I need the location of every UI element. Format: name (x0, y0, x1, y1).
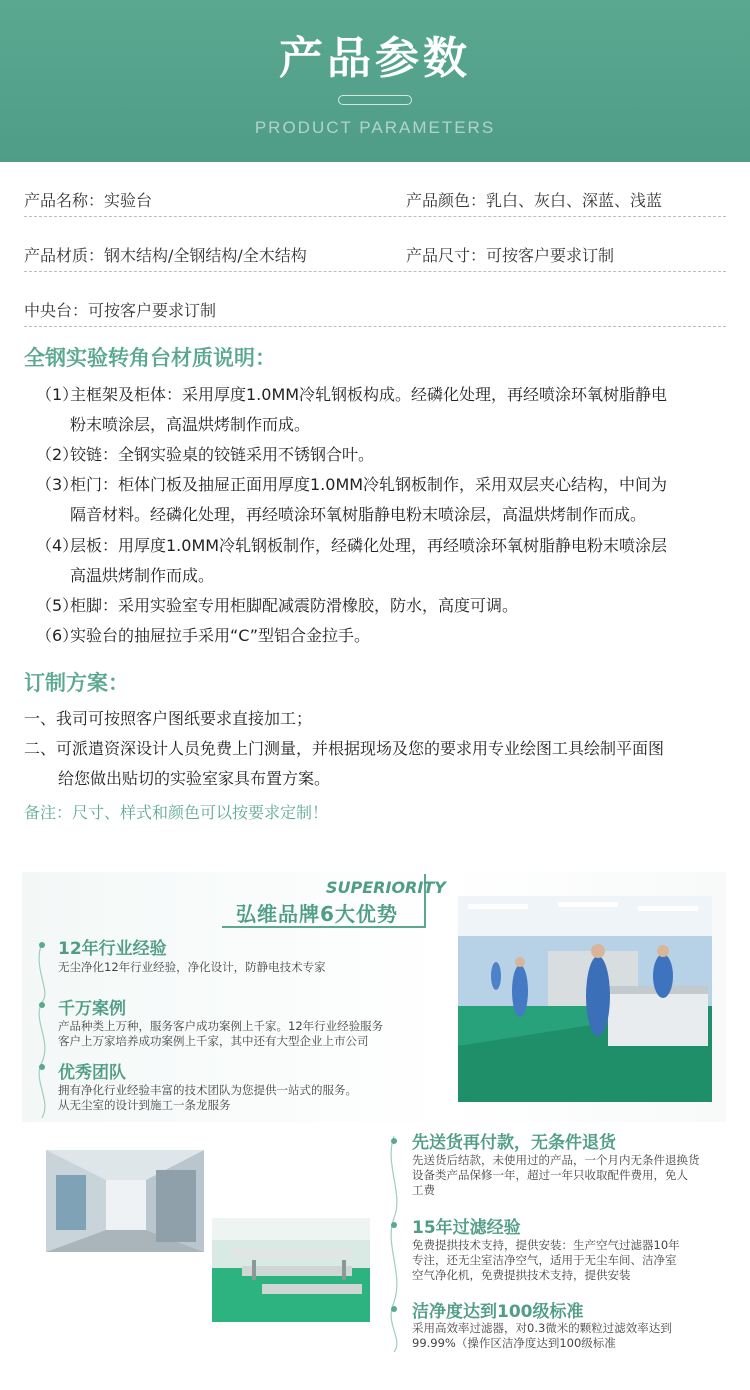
custom-item-2-cont: 给您做出贴切的实验室家具布置方案。 (58, 769, 331, 788)
advantage-text: 设备类产品保修一年，超过一年只收取配件费用，免人 (412, 1168, 688, 1182)
advantage-title: 先送货再付款，无条件退货 (412, 1133, 616, 1153)
timeline-dot (39, 942, 45, 948)
superiority-title: 弘维品牌6大优势 (236, 902, 398, 926)
item-text: 层板：用厚度1.0MM冷轧钢板制作，经磷化处理，再经喷涂环氧树脂静电粉末喷涂层 (70, 536, 668, 555)
param-name: 产品名称：实验台 (24, 191, 153, 210)
material-item-5 (36, 591, 736, 621)
corridor-photo (46, 1150, 204, 1252)
item-text: 实验台的抽屉拉手采用“C”型铝合金拉手。 (70, 626, 371, 645)
item-number: （1） (36, 385, 79, 404)
advantage-text: 拥有净化行业经验丰富的技术团队为您提供一站式的服务。 (58, 1083, 357, 1097)
advantage-text: 无尘净化12年行业经验，净化设计，防静电技术专家 (58, 960, 326, 974)
param-material: 产品材质：钢木结构/全钢结构/全木结构 (24, 246, 307, 265)
timeline-curve (30, 940, 54, 1120)
timeline-dot (391, 1222, 397, 1228)
item-text-cont: 粉末喷涂层，高温烘烤制作而成。 (70, 415, 311, 434)
material-item-6 (36, 621, 736, 651)
page-title: 产品参数 (279, 33, 471, 84)
advantage-title: 千万案例 (58, 999, 126, 1019)
title-divider (338, 95, 412, 105)
advantage-text: 先送货后结款，未使用过的产品，一个月内无条件退换货 (412, 1153, 700, 1167)
item-number: （2） (36, 445, 79, 464)
advantage-text: 免费提拱技术支持，提供安装：生产空气过滤器10年 (412, 1238, 680, 1252)
custom-item-2: 二、可派遣资深设计人员免费上门测量，并根据现场及您的要求用专业绘图工具绘制平面图 (24, 739, 665, 758)
advantage-text: 产品种类上万种，服务客户成功案例上千家。12年行业经验服务 (58, 1019, 384, 1033)
material-item-4 (36, 531, 736, 591)
param-row-2 (24, 217, 726, 272)
custom-item-1: 一、我司可按照客户图纸要求直接加工； (24, 709, 313, 728)
advantage-text: 专注，还无尘室洁净空气，适用于无尘车间、洁净室 (412, 1253, 677, 1267)
timeline-curve-right (382, 1134, 406, 1354)
item-number: （3） (36, 475, 79, 494)
timeline-dot (39, 1064, 45, 1070)
timeline-dot (391, 1138, 397, 1144)
timeline-dot (391, 1306, 397, 1312)
advantage-text: 采用高效率过滤器，对0.3微米的颗粒过滤效率达到 (412, 1321, 672, 1335)
superiority-label: SUPERIORITY (326, 878, 446, 897)
param-row-1 (24, 162, 726, 217)
item-text: 主框架及柜体：采用厚度1.0MM冷轧钢板构成。经磷化处理，再经喷涂环氧树脂静电 (70, 385, 668, 404)
custom-note: 备注：尺寸、样式和颜色可以按要求定制！ (24, 803, 329, 822)
materials-title: 全钢实验转角台材质说明： (24, 346, 276, 370)
material-item-3 (36, 470, 736, 530)
item-text: 铰链：全钢实验桌的铰链采用不锈钢合叶。 (70, 445, 375, 464)
item-text: 柜门：柜体门板及抽屉正面用厚度1.0MM冷轧钢板制作，采用双层夹心结构，中间为 (70, 475, 668, 494)
advantage-text: 工费 (412, 1183, 435, 1197)
advantage-text: 空气净化机，免费提拱技术支持，提供安装 (412, 1268, 631, 1282)
page-header (0, 0, 750, 162)
material-item-2 (36, 440, 736, 470)
cleanroom-photo (458, 896, 712, 1102)
item-number: （5） (36, 596, 79, 615)
material-item-1 (36, 380, 736, 440)
advantage-title: 12年行业经验 (58, 939, 167, 959)
page-subtitle: PRODUCT PARAMETERS (254, 118, 496, 137)
param-center: 中央台：可按客户要求订制 (24, 301, 217, 320)
advantage-text: 从无尘室的设计到施工一条龙服务 (58, 1098, 231, 1112)
advantage-title: 15年过滤经验 (412, 1218, 521, 1238)
timeline-dot (39, 1002, 45, 1008)
item-text-cont: 隔音材料。经磷化处理，再经喷涂环氧树脂静电粉末喷涂层，高温烘烤制作而成。 (70, 505, 647, 524)
param-row-3 (24, 272, 726, 327)
param-size: 产品尺寸：可按客户要求订制 (406, 246, 615, 265)
item-text-cont: 高温烘烤制作而成。 (70, 566, 215, 585)
item-text: 柜脚：采用实验室专用柜脚配减震防滑橡胶，防水，高度可调。 (70, 596, 519, 615)
advantage-text: 99.99%（操作区洁净度达到100级标准 (412, 1336, 616, 1350)
advantage-title: 优秀团队 (58, 1063, 126, 1083)
item-number: （4） (36, 536, 79, 555)
param-color: 产品颜色：乳白、灰白、深蓝、浅蓝 (406, 191, 663, 210)
item-number: （6） (36, 626, 79, 645)
custom-title: 订制方案： (24, 671, 129, 695)
production-line-photo (212, 1218, 370, 1322)
advantage-text: 客户上万家培养成功案例上千家，其中还有大型企业上市公司 (58, 1034, 369, 1048)
advantages-banner (0, 850, 750, 1390)
advantage-title: 洁净度达到100级标准 (412, 1302, 584, 1322)
